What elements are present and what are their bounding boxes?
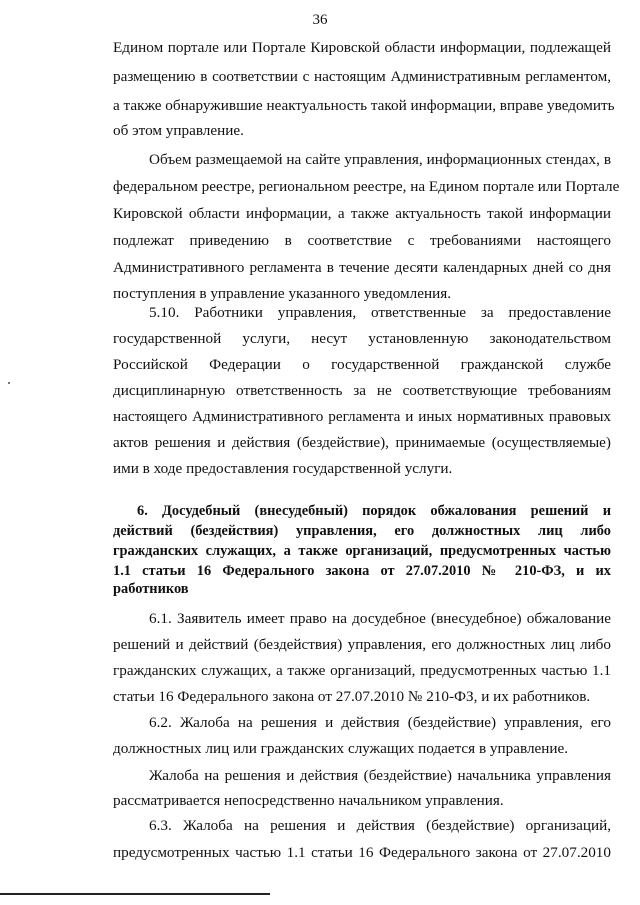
section-heading-line: работников [113, 581, 189, 597]
text-line: подлежат приведению в соответствие с требованиями настоящего [113, 232, 611, 249]
footer-rule [0, 893, 270, 895]
section-heading-line: гражданских служащих, а также организаций, предусмотренных частью [113, 543, 611, 559]
text-line: государственной услуги, несут установленную законодательством [113, 330, 611, 347]
text-line: Административного регламента в течение десяти календарных дней со дня [113, 259, 611, 276]
page-number: 36 [312, 12, 328, 28]
text-line: федеральном реестре, региональном реестре, на Едином портале или Портале [113, 178, 620, 195]
text-line: Кировской области информации, а также актуальность такой информации [113, 205, 611, 222]
text-line: статьи 16 Федерального закона от 27.07.2010 № 210-ФЗ, и их работников. [113, 688, 591, 705]
text-line: настоящего Административного регламента и иных нормативных правовых [113, 408, 611, 425]
text-line: решений и действий (бездействия) управления, его должностных лиц либо [113, 636, 611, 653]
text-line: Российской Федерации о государственной гражданской службе [113, 356, 611, 373]
text-line: об этом управление. [113, 122, 244, 139]
text-line: 5.10. Работники управления, ответственные за предоставление [149, 304, 611, 321]
text-line: поступления в управление указанного уведомления. [113, 285, 451, 302]
text-line: гражданских служащих, а также организаций, предусмотренных частью 1.1 [113, 662, 611, 679]
text-line: дисциплинарную ответственность за не соответствующие требованиям [113, 382, 611, 399]
text-line: Едином портале или Портале Кировской области информации, подлежащей [113, 39, 611, 56]
text-line: ими в ходе предоставления государственной услуги. [113, 460, 453, 477]
section-heading-line: действий (бездействия) управления, его должностных лиц либо [113, 523, 611, 539]
section-heading-line: 6. Досудебный (внесудебный) порядок обжалования решений и [137, 503, 611, 519]
text-line: актов решения и действия (бездействие), принимаемые (осуществляемые) [113, 434, 611, 451]
text-line: Жалоба на решения и действия (бездействие) начальника управления [149, 767, 611, 784]
text-line: а также обнаружившие неактуальность такой информации, вправе уведомить [113, 97, 615, 114]
text-line: 6.3. Жалоба на решения и действия (бездействие) организаций, [149, 817, 611, 834]
text-line: должностных лиц или гражданских служащих подается в управление. [113, 740, 569, 757]
text-line: Объем размещаемой на сайте управления, информационных стендах, в [149, 151, 611, 168]
text-line: рассматривается непосредственно начальником управления. [113, 792, 504, 809]
text-line: предусмотренных частью 1.1 статьи 16 Федерального закона от 27.07.2010 [113, 844, 611, 861]
text-line: 6.2. Жалоба на решения и действия (бездействие) управления, его [149, 714, 611, 731]
section-heading-line: 1.1 статьи 16 Федерального закона от 27.07.2010 № 210-ФЗ, и их [113, 563, 611, 579]
text-line: размещению в соответствии с настоящим Административным регламентом, [113, 68, 611, 85]
scan-artifact [8, 382, 10, 384]
text-line: 6.1. Заявитель имеет право на досудебное (внесудебное) обжалование [149, 610, 611, 627]
